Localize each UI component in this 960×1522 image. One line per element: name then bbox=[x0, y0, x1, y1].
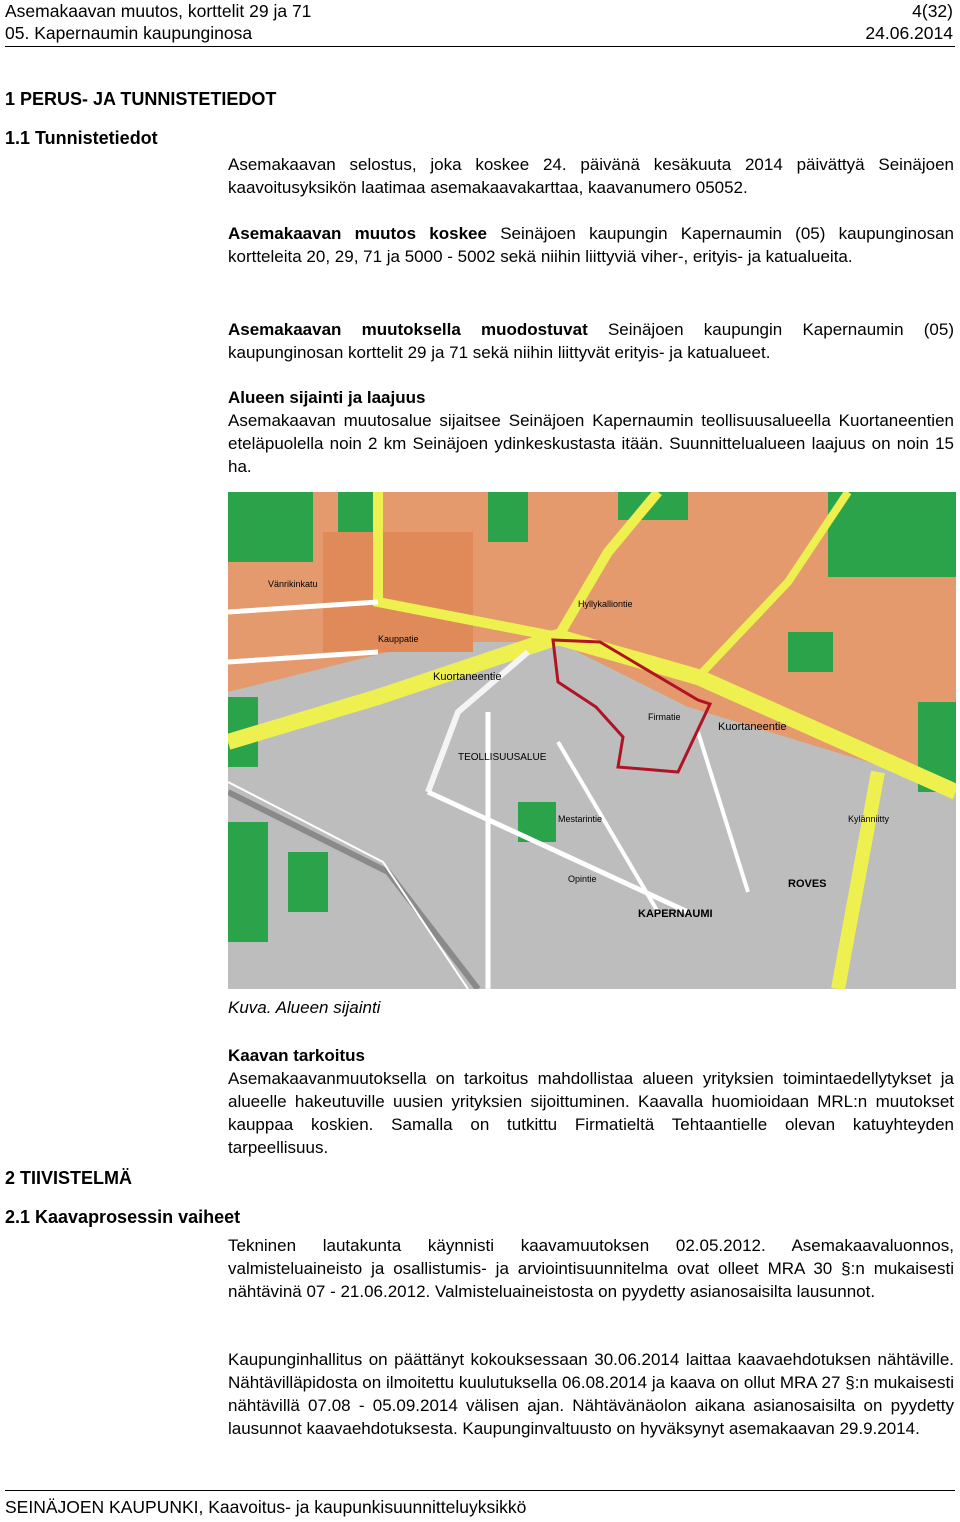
map-label-mestarintie: Mestarintie bbox=[558, 814, 603, 824]
map-label-hyllykallio: Hyllykalliontie bbox=[578, 599, 633, 609]
page-footer: SEINÄJOEN KAUPUNKI, Kaavoitus- ja kaupunkisuunnitteluyksikkö bbox=[5, 1490, 955, 1518]
change-scope-text: Seinäjoen kaupungin Kapernaumin (05) kaupunginosan kortteleita 20, 29, 71 ja 5000 - 5002 sekä niihin liittyviä viher-, erityis- ja katualueita. bbox=[228, 224, 954, 266]
page-number: 4(32) bbox=[912, 1, 953, 21]
district-name: 05. Kapernaumin kaupunginosa bbox=[5, 23, 253, 43]
map-label-kylaniitty: Kylänniitty bbox=[848, 814, 890, 824]
map-label-kapernaumi: KAPERNAUMI bbox=[638, 908, 713, 920]
location-text: Asemakaavan muutosalue sijaitsee Seinäjoen Kapernaumin teollisuusalueella Kuortaneentien eteläpuolella noin 2 km Seinäjoen ydinkeskustasta itään. Suunnittelualueen laajuus on noin 15 ha. bbox=[228, 411, 954, 476]
result-lead: Asemakaavan muutoksella muodostuvat bbox=[228, 320, 588, 339]
change-scope-paragraph bbox=[228, 222, 954, 268]
map-caption: Kuva. Alueen sijainti bbox=[228, 998, 381, 1017]
change-scope-lead: Asemakaavan muutos koskee bbox=[228, 224, 487, 243]
result-text: Seinäjoen kaupungin Kapernaumin (05) kaupunginosan korttelit 29 ja 71 sekä niihin liittyvät erityis- ja katualueet. bbox=[228, 320, 955, 362]
identification-paragraph: Asemakaavan selostus, joka koskee 24. päivänä kesäkuuta 2014 päivättyä Seinäjoen kaavoitusyksikön laatimaa asemakaavakarttaa, kaavanumero 05052. bbox=[228, 155, 954, 197]
map-label-opintie: Opintie bbox=[568, 874, 597, 884]
map-label-teollisuusalue: TEOLLISUUSALUE bbox=[458, 752, 547, 763]
section-heading-2-1: 2.1 Kaavaprosessin vaiheet bbox=[5, 1207, 241, 1227]
process-paragraph-1: Tekninen lautakunta käynnisti kaavamuutoksen 02.05.2012. Asemakaavaluonnos, valmisteluaineisto ja osallistumis- ja arviointisuunnitelma ovat olleet MRA 30 §:n mukaisesti nähtävinä 07 - 21.06.2012. Valmisteluaineistosta on pyydetty asianosaisilta lausunnot. bbox=[228, 1236, 954, 1301]
map-label-firmatie: Firmatie bbox=[648, 712, 681, 722]
location-map bbox=[228, 492, 956, 989]
section-heading-1-1: 1.1 Tunnistetiedot bbox=[5, 128, 158, 148]
purpose-heading: Kaavan tarkoitus bbox=[228, 1046, 365, 1065]
purpose-text: Asemakaavanmuutoksella on tarkoitus mahdollistaa alueen yrityksien toimintaedellytykset ja alueelle hakeutuville uusien yrityksien sijoittuminen. Kaavalla huomioidaan MRL:n muutokset kauppaa koskien. Samalla on tutkittu Firmatieltä Tehtaantielle olevan katuyhteyden tarpeellisuus. bbox=[228, 1069, 954, 1157]
document-title: Asemakaavan muutos, korttelit 29 ja 71 bbox=[5, 1, 312, 21]
map-label-roves: ROVES bbox=[788, 878, 827, 890]
document-date: 24.06.2014 bbox=[865, 23, 953, 43]
section-heading-2: 2 TIIVISTELMÄ bbox=[5, 1168, 133, 1188]
map-label-kauppatie: Kauppatie bbox=[378, 634, 419, 644]
process-paragraph-2: Kaupunginhallitus on päättänyt kokouksessaan 30.06.2014 laittaa kaavaehdotuksen nähtäville. Nähtävilläpidosta on ilmoitettu kuulutuksella 06.08.2014 ja kaava on ollut MRA 27 §:n mukaisesti nähtävillä 07.08 - 05.09.2014 välisen ajan. Nähtävänäolon aikana asianosaisilta on pyydetty lausunnot kaavaehdotuksesta. Kaupunginvaltuusto on hyväksynyt asemakaavan 29.9.2014. bbox=[228, 1350, 954, 1438]
location-section bbox=[228, 386, 954, 478]
page-header bbox=[5, 0, 955, 47]
location-heading: Alueen sijainti ja laajuus bbox=[228, 388, 426, 407]
map-label-vanrikinkatu: Vänrikinkatu bbox=[268, 579, 318, 589]
map-label-kuortaneentie-east: Kuortaneentie bbox=[718, 721, 787, 733]
section-heading-1: 1 PERUS- JA TUNNISTETIEDOT bbox=[5, 89, 277, 109]
map-label-kuortaneentie: Kuortaneentie bbox=[433, 671, 502, 683]
purpose-section bbox=[228, 1044, 954, 1159]
result-paragraph bbox=[228, 318, 954, 364]
